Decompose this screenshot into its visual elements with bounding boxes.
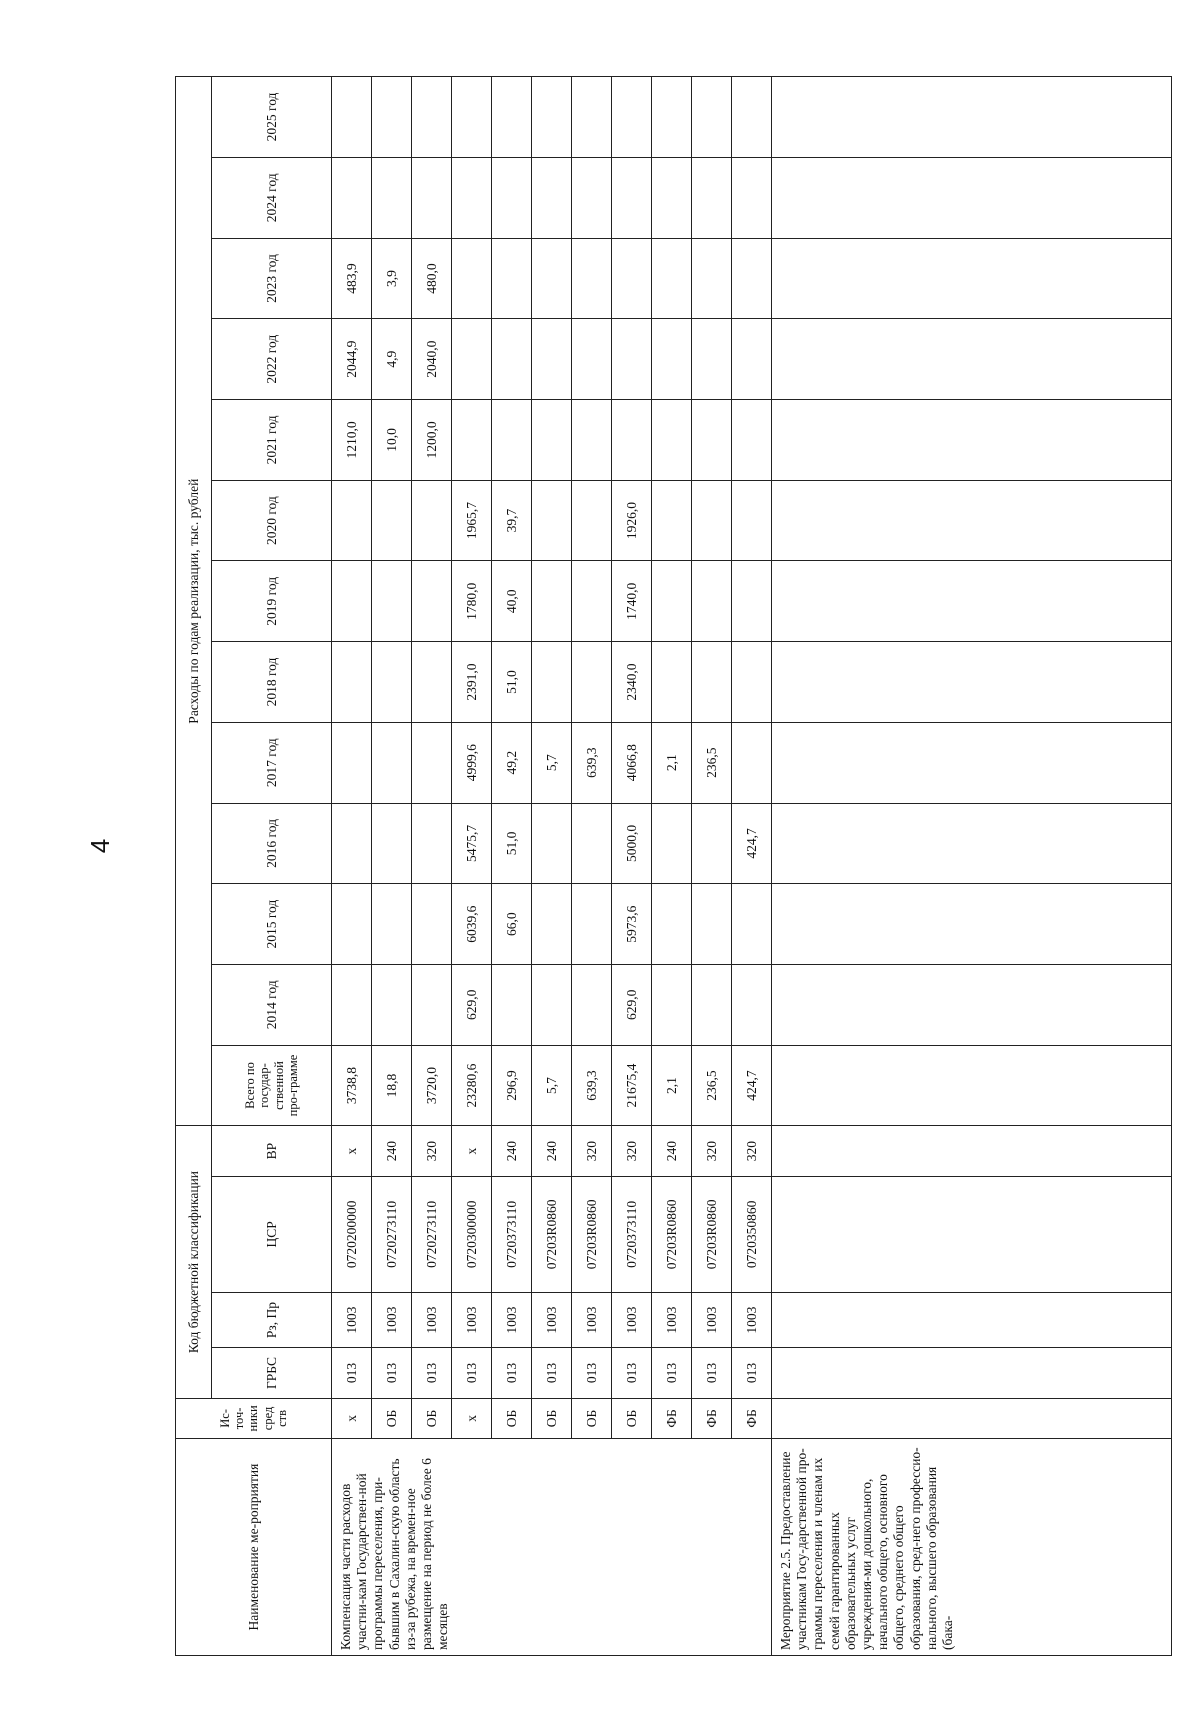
year-value-cell: 4999,6 — [452, 722, 492, 803]
total-cell: 23280,6 — [452, 1045, 492, 1126]
year-value-cell — [732, 722, 772, 803]
table-row — [732, 77, 772, 1656]
year-value-cell — [572, 77, 612, 158]
year-value-cell — [492, 238, 532, 319]
year-value-cell: 629,0 — [452, 964, 492, 1045]
year-value-cell — [572, 400, 612, 481]
year-value-cell — [612, 319, 652, 400]
year-value-cell — [412, 642, 452, 723]
source-cell: ОБ — [572, 1398, 612, 1438]
source-cell: ФБ — [652, 1398, 692, 1438]
csr-cell: 07203R0860 — [532, 1176, 572, 1292]
year-value-cell — [732, 77, 772, 158]
year-value-cell — [332, 884, 372, 965]
empty-cell — [772, 480, 1172, 561]
year-value-cell — [612, 238, 652, 319]
year-value-cell — [692, 884, 732, 965]
year-value-cell — [532, 319, 572, 400]
header-year: 2017 год — [212, 722, 332, 803]
header-rzpr: Рз, Пр — [212, 1292, 332, 1347]
year-value-cell — [732, 400, 772, 481]
csr-cell: 0720273110 — [372, 1176, 412, 1292]
empty-cell — [772, 642, 1172, 723]
year-value-cell — [572, 480, 612, 561]
year-value-cell: 4066,8 — [612, 722, 652, 803]
year-value-cell — [492, 964, 532, 1045]
year-value-cell: 1926,0 — [612, 480, 652, 561]
year-value-cell — [532, 77, 572, 158]
year-value-cell — [412, 803, 452, 884]
year-value-cell — [452, 77, 492, 158]
year-value-cell: 51,0 — [492, 642, 532, 723]
total-cell: 2,1 — [652, 1045, 692, 1126]
header-expenses: Расходы по годам реализации, тыс. рублей — [176, 77, 212, 1126]
year-value-cell — [452, 157, 492, 238]
rzpr-cell: 1003 — [572, 1292, 612, 1347]
csr-cell: 07203R0860 — [652, 1176, 692, 1292]
year-value-cell — [532, 884, 572, 965]
table-row — [372, 77, 412, 1656]
year-value-cell — [332, 480, 372, 561]
year-value-cell — [652, 964, 692, 1045]
empty-cell — [772, 238, 1172, 319]
empty-cell — [772, 77, 1172, 158]
rzpr-cell: 1003 — [372, 1292, 412, 1347]
year-value-cell: 66,0 — [492, 884, 532, 965]
rzpr-cell: 1003 — [732, 1292, 772, 1347]
year-value-cell — [532, 642, 572, 723]
year-value-cell — [372, 77, 412, 158]
header-year: 2022 год — [212, 319, 332, 400]
vr-cell: 320 — [692, 1126, 732, 1176]
year-value-cell — [652, 319, 692, 400]
year-value-cell — [652, 238, 692, 319]
year-value-cell — [532, 238, 572, 319]
table-row — [532, 77, 572, 1656]
header-year: 2015 год — [212, 884, 332, 965]
rzpr-cell: 1003 — [452, 1292, 492, 1347]
year-value-cell — [692, 561, 732, 642]
rzpr-cell: 1003 — [492, 1292, 532, 1347]
header-csr: ЦСР — [212, 1176, 332, 1292]
year-value-cell — [532, 561, 572, 642]
year-value-cell — [492, 400, 532, 481]
vr-cell: 320 — [572, 1126, 612, 1176]
year-value-cell — [332, 642, 372, 723]
total-cell: 424,7 — [732, 1045, 772, 1126]
year-value-cell — [572, 561, 612, 642]
year-value-cell — [532, 157, 572, 238]
grbs-cell: 013 — [532, 1348, 572, 1398]
year-value-cell: 51,0 — [492, 803, 532, 884]
table-row — [452, 77, 492, 1656]
rzpr-cell: 1003 — [652, 1292, 692, 1347]
year-value-cell: 2,1 — [652, 722, 692, 803]
year-value-cell — [452, 319, 492, 400]
header-year: 2014 год — [212, 964, 332, 1045]
grbs-cell: 013 — [372, 1348, 412, 1398]
year-value-cell — [692, 803, 732, 884]
year-value-cell — [532, 480, 572, 561]
header-name: Наименование ме-роприятия — [176, 1439, 332, 1656]
year-value-cell — [652, 157, 692, 238]
total-cell: 236,5 — [692, 1045, 732, 1126]
year-value-cell — [572, 642, 612, 723]
csr-cell: 0720273110 — [412, 1176, 452, 1292]
year-value-cell: 639,3 — [572, 722, 612, 803]
total-cell: 18,8 — [372, 1045, 412, 1126]
table-row — [572, 77, 612, 1656]
empty-cell — [772, 561, 1172, 642]
year-value-cell — [412, 480, 452, 561]
year-value-cell — [652, 77, 692, 158]
source-cell: ФБ — [692, 1398, 732, 1438]
header-budget-code: Код бюджетной классификации — [176, 1126, 212, 1398]
year-value-cell — [612, 157, 652, 238]
year-value-cell — [732, 319, 772, 400]
year-value-cell — [572, 884, 612, 965]
rzpr-cell: 1003 — [532, 1292, 572, 1347]
vr-cell: x — [452, 1126, 492, 1176]
year-value-cell: 480,0 — [412, 238, 452, 319]
year-value-cell — [332, 77, 372, 158]
csr-cell: 07203R0860 — [692, 1176, 732, 1292]
year-value-cell — [412, 77, 452, 158]
grbs-cell: 013 — [452, 1348, 492, 1398]
year-value-cell: 39,7 — [492, 480, 532, 561]
source-cell: x — [452, 1398, 492, 1438]
grbs-cell: 013 — [652, 1348, 692, 1398]
year-value-cell — [612, 77, 652, 158]
year-value-cell — [372, 884, 412, 965]
table-row — [692, 77, 732, 1656]
year-value-cell — [452, 238, 492, 319]
year-value-cell — [372, 480, 412, 561]
year-value-cell — [652, 803, 692, 884]
year-value-cell — [332, 722, 372, 803]
table-row — [652, 77, 692, 1656]
rotated-table-container — [175, 76, 1125, 1656]
year-value-cell — [572, 319, 612, 400]
empty-cell — [772, 319, 1172, 400]
header-year: 2023 год — [212, 238, 332, 319]
year-value-cell — [732, 884, 772, 965]
year-value-cell — [732, 642, 772, 723]
year-value-cell — [652, 561, 692, 642]
year-value-cell — [532, 803, 572, 884]
year-value-cell — [572, 803, 612, 884]
total-cell: 3720,0 — [412, 1045, 452, 1126]
empty-cell — [772, 1126, 1172, 1176]
year-value-cell — [412, 722, 452, 803]
year-value-cell: 629,0 — [612, 964, 652, 1045]
header-year: 2018 год — [212, 642, 332, 723]
year-value-cell: 4,9 — [372, 319, 412, 400]
year-value-cell — [372, 803, 412, 884]
empty-cell — [772, 1398, 1172, 1438]
header-year: 2019 год — [212, 561, 332, 642]
year-value-cell — [572, 238, 612, 319]
year-value-cell — [412, 884, 452, 965]
grbs-cell: 013 — [332, 1348, 372, 1398]
vr-cell: 320 — [612, 1126, 652, 1176]
vr-cell: 240 — [532, 1126, 572, 1176]
vr-cell: 320 — [732, 1126, 772, 1176]
vr-cell: 320 — [412, 1126, 452, 1176]
header-row-1 — [176, 77, 212, 1656]
total-cell: 296,9 — [492, 1045, 532, 1126]
source-cell: ФБ — [732, 1398, 772, 1438]
year-value-cell — [412, 157, 452, 238]
vr-cell: 240 — [372, 1126, 412, 1176]
year-value-cell — [612, 400, 652, 481]
year-value-cell: 2040,0 — [412, 319, 452, 400]
year-value-cell — [412, 964, 452, 1045]
grbs-cell: 013 — [612, 1348, 652, 1398]
header-year: 2021 год — [212, 400, 332, 481]
year-value-cell: 483,9 — [332, 238, 372, 319]
year-value-cell — [332, 964, 372, 1045]
empty-cell — [772, 1348, 1172, 1398]
header-grbs: ГРБС — [212, 1348, 332, 1398]
header-year: 2016 год — [212, 803, 332, 884]
grbs-cell: 013 — [732, 1348, 772, 1398]
vr-cell: 240 — [652, 1126, 692, 1176]
year-value-cell: 236,5 — [692, 722, 732, 803]
year-value-cell — [572, 964, 612, 1045]
year-value-cell: 6039,6 — [452, 884, 492, 965]
csr-cell: 0720200000 — [332, 1176, 372, 1292]
year-value-cell: 1965,7 — [452, 480, 492, 561]
grbs-cell: 013 — [692, 1348, 732, 1398]
total-cell: 21675,4 — [612, 1045, 652, 1126]
year-value-cell — [692, 642, 732, 723]
year-value-cell — [692, 238, 732, 319]
empty-cell — [772, 1292, 1172, 1347]
empty-cell — [772, 964, 1172, 1045]
source-cell: ОБ — [492, 1398, 532, 1438]
year-value-cell — [692, 400, 732, 481]
year-value-cell — [732, 480, 772, 561]
year-value-cell — [692, 157, 732, 238]
year-value-cell — [652, 642, 692, 723]
vr-cell: 240 — [492, 1126, 532, 1176]
page-number: 4 — [84, 838, 115, 854]
year-value-cell — [652, 480, 692, 561]
year-value-cell: 5000,0 — [612, 803, 652, 884]
table-row — [492, 77, 532, 1656]
rzpr-cell: 1003 — [412, 1292, 452, 1347]
year-value-cell — [732, 238, 772, 319]
year-value-cell: 2340,0 — [612, 642, 652, 723]
year-value-cell — [372, 964, 412, 1045]
year-value-cell: 49,2 — [492, 722, 532, 803]
empty-cell — [772, 400, 1172, 481]
rzpr-cell: 1003 — [332, 1292, 372, 1347]
year-value-cell: 5475,7 — [452, 803, 492, 884]
year-value-cell — [652, 884, 692, 965]
budget-table — [175, 76, 1172, 1656]
source-cell: x — [332, 1398, 372, 1438]
year-value-cell — [532, 964, 572, 1045]
year-value-cell: 3,9 — [372, 238, 412, 319]
table-row — [412, 77, 452, 1656]
year-value-cell — [372, 642, 412, 723]
year-value-cell: 5,7 — [532, 722, 572, 803]
vr-cell: x — [332, 1126, 372, 1176]
year-value-cell: 1740,0 — [612, 561, 652, 642]
year-value-cell — [652, 400, 692, 481]
year-value-cell — [452, 400, 492, 481]
grbs-cell: 013 — [492, 1348, 532, 1398]
year-value-cell — [732, 157, 772, 238]
year-value-cell: 1200,0 — [412, 400, 452, 481]
year-value-cell — [492, 157, 532, 238]
source-cell: ОБ — [372, 1398, 412, 1438]
source-cell: ОБ — [532, 1398, 572, 1438]
year-value-cell — [572, 157, 612, 238]
total-cell: 3738,8 — [332, 1045, 372, 1126]
year-value-cell — [692, 319, 732, 400]
year-value-cell: 10,0 — [372, 400, 412, 481]
year-value-cell: 2044,9 — [332, 319, 372, 400]
year-value-cell: 5973,6 — [612, 884, 652, 965]
header-year: 2025 год — [212, 77, 332, 158]
year-value-cell — [372, 157, 412, 238]
source-cell: ОБ — [412, 1398, 452, 1438]
csr-cell: 0720300000 — [452, 1176, 492, 1292]
table-row — [332, 77, 372, 1656]
empty-cell — [772, 1176, 1172, 1292]
table-row — [772, 77, 1172, 1656]
year-value-cell: 1780,0 — [452, 561, 492, 642]
year-value-cell — [372, 561, 412, 642]
empty-cell — [772, 803, 1172, 884]
year-value-cell — [332, 803, 372, 884]
header-total: Всего по государ-ственной про-грамме — [212, 1045, 332, 1126]
year-value-cell — [492, 319, 532, 400]
empty-cell — [772, 157, 1172, 238]
empty-cell — [772, 722, 1172, 803]
year-value-cell — [372, 722, 412, 803]
total-cell: 639,3 — [572, 1045, 612, 1126]
year-value-cell — [332, 157, 372, 238]
year-value-cell — [732, 964, 772, 1045]
year-value-cell — [732, 561, 772, 642]
header-year: 2024 год — [212, 157, 332, 238]
header-year: 2020 год — [212, 480, 332, 561]
grbs-cell: 013 — [412, 1348, 452, 1398]
csr-cell: 0720350860 — [732, 1176, 772, 1292]
year-value-cell: 40,0 — [492, 561, 532, 642]
header-vr: ВР — [212, 1126, 332, 1176]
activity-name: Мероприятие 2.5. Предоставление участникам Госу-дарственной про-граммы переселения и членам их семей гарантированных образовательных услуг учреждения-ми дошкольного, начального общего, основного общего, среднего общего образования, сред-него профессио-нального, высшего образования (бака- — [772, 1439, 1172, 1656]
year-value-cell — [692, 77, 732, 158]
empty-cell — [772, 1045, 1172, 1126]
year-value-cell — [532, 400, 572, 481]
year-value-cell: 1210,0 — [332, 400, 372, 481]
grbs-cell: 013 — [572, 1348, 612, 1398]
year-value-cell — [692, 480, 732, 561]
empty-cell — [772, 884, 1172, 965]
source-cell: ОБ — [612, 1398, 652, 1438]
csr-cell: 07203R0860 — [572, 1176, 612, 1292]
year-value-cell — [692, 964, 732, 1045]
year-value-cell — [412, 561, 452, 642]
rzpr-cell: 1003 — [692, 1292, 732, 1347]
csr-cell: 0720373110 — [492, 1176, 532, 1292]
csr-cell: 0720373110 — [612, 1176, 652, 1292]
year-value-cell — [332, 561, 372, 642]
year-value-cell: 424,7 — [732, 803, 772, 884]
activity-name: Компенсация части расходов участни-кам Государствен-ной программы переселения, при-бывшим в Сахалин-скую область из-за рубежа, на времен-ное размещение на период не более 6 месяцев — [332, 1439, 772, 1656]
header-source: Ис-точ-ники сред ств — [176, 1398, 332, 1438]
rzpr-cell: 1003 — [612, 1292, 652, 1347]
table-row — [612, 77, 652, 1656]
year-value-cell — [492, 77, 532, 158]
year-value-cell: 2391,0 — [452, 642, 492, 723]
total-cell: 5,7 — [532, 1045, 572, 1126]
